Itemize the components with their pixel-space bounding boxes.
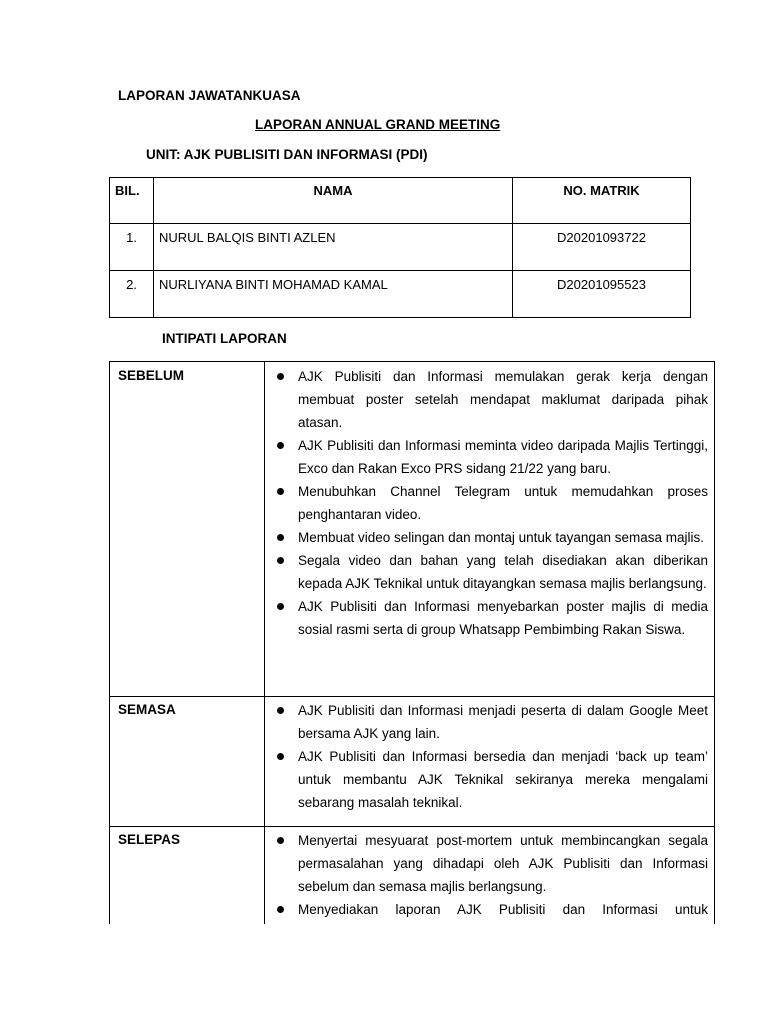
bullet-icon (274, 480, 298, 526)
report-row-selepas (110, 826, 714, 924)
report-row-semasa (110, 696, 714, 827)
column-header: BIL. (110, 178, 154, 224)
list-item: Membuat video selingan dan montaj untuk tayangan semasa majlis. (274, 526, 708, 549)
bullet-icon (274, 365, 298, 434)
row-content (266, 826, 714, 921)
table-row (110, 271, 691, 318)
list-item: Segala video dan bahan yang telah disediakan akan diberikan kepada AJK Teknikal untuk ditayangkan semasa majlis berlangsung. (274, 549, 708, 595)
list-item: AJK Publisiti dan Informasi meminta video daripada Majlis Tertinggi, Exco dan Rakan Exco PRS sidang 21/22 yang baru. (274, 434, 708, 480)
bullet-icon (274, 745, 298, 814)
report-title: LAPORAN JAWATANKUASA (118, 88, 301, 103)
table-cell-nama: NURLIYANA BINTI MOHAMAD KAMAL (154, 271, 513, 318)
members-table (109, 177, 691, 318)
bullet-icon (274, 434, 298, 480)
bullet-icon (274, 898, 298, 921)
section-title: INTIPATI LAPORAN (162, 331, 287, 346)
bullet-icon (274, 526, 298, 549)
report-row-sebelum (110, 362, 714, 697)
table-header-row (110, 178, 691, 224)
list-item: Menubuhkan Channel Telegram untuk memudahkan proses penghantaran video. (274, 480, 708, 526)
list-item: Menyediakan laporan AJK Publisiti dan Informasi untuk (274, 898, 708, 921)
table-cell-bil: 2. (110, 271, 154, 318)
bullet-icon (274, 699, 298, 745)
report-subtitle: LAPORAN ANNUAL GRAND MEETING (255, 117, 501, 132)
bullet-icon (274, 595, 298, 641)
bullet-icon (274, 829, 298, 898)
table-cell-matrik: D20201095523 (513, 271, 691, 318)
table-row (110, 224, 691, 271)
table-cell-nama: NURUL BALQIS BINTI AZLEN (154, 224, 513, 271)
column-header: NO. MATRIK (513, 178, 691, 224)
row-label: SEBELUM (110, 362, 265, 696)
row-content (266, 362, 714, 641)
report-table (109, 361, 715, 924)
row-label: SELEPAS (110, 826, 265, 924)
table-cell-matrik: D20201093722 (513, 224, 691, 271)
column-header: NAMA (154, 178, 513, 224)
list-item: AJK Publisiti dan Informasi memulakan gerak kerja dengan membuat poster setelah mendapat maklumat daripada pihak atasan. (274, 365, 708, 434)
bullet-icon (274, 549, 298, 595)
table-cell-bil: 1. (110, 224, 154, 271)
list-item: AJK Publisiti dan Informasi menyebarkan poster majlis di media sosial rasmi serta di group Whatsapp Pembimbing Rakan Siswa. (274, 595, 708, 641)
row-content (266, 696, 714, 814)
list-item: AJK Publisiti dan Informasi menjadi peserta di dalam Google Meet bersama AJK yang lain. (274, 699, 708, 745)
row-label: SEMASA (110, 696, 265, 826)
list-item: AJK Publisiti dan Informasi bersedia dan menjadi ‘back up team’ untuk membantu AJK Teknikal sekiranya mereka mengalami sebarang masalah teknikal. (274, 745, 708, 814)
unit-heading: UNIT: AJK PUBLISITI DAN INFORMASI (PDI) (146, 147, 428, 162)
list-item: Menyertai mesyuarat post-mortem untuk membincangkan segala permasalahan yang dihadapi oleh AJK Publisiti dan Informasi sebelum dan semasa majlis berlangsung. (274, 829, 708, 898)
